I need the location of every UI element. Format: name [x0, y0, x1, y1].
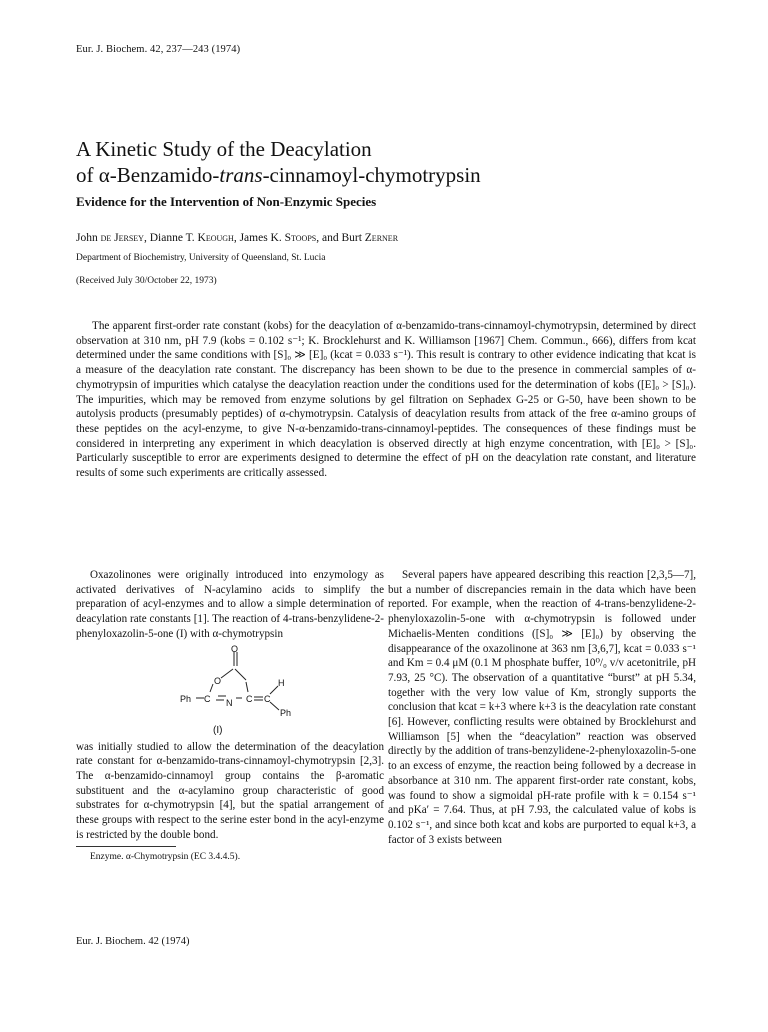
title-line-2-italic: trans	[219, 163, 263, 187]
footnote: Enzyme. α-Chymotrypsin (EC 3.4.4.5).	[90, 852, 241, 863]
author-4-last: Zerner	[364, 232, 399, 244]
atom-c3: C	[264, 693, 271, 704]
title-line-1: A Kinetic Study of the Deacylation	[76, 137, 372, 161]
article-subtitle: Evidence for the Intervention of Non-Enzymic Species	[76, 194, 377, 209]
author-1-first: John	[76, 232, 101, 244]
affiliation: Department of Biochemistry, University of Queensland, St. Lucia	[76, 253, 326, 263]
footnote-divider	[76, 846, 176, 847]
right-column	[388, 568, 696, 847]
author-2-first: , Dianne T.	[143, 232, 198, 244]
article-title	[76, 136, 696, 188]
page-footer: Eur. J. Biochem. 42 (1974)	[76, 936, 190, 947]
atom-o-ring: O	[214, 675, 222, 686]
title-line-2-post: -cinnamoyl-chymotrypsin	[262, 163, 481, 187]
atom-ph-left: Ph	[180, 693, 192, 704]
atom-o-top: O	[231, 643, 239, 654]
oxazolinone-structure-diagram	[146, 644, 316, 724]
left-paragraph-1: Oxazolinones were originally introduced into enzymology as activated derivatives of N-acylamino acids to simplify the preparation of acyl-enzymes and to allow a simple determination of deacylation rate constants [1]. The reaction of 4-trans-benzylidene-2-phenyloxazolin-5-one (I) with α-chymotrypsin	[76, 569, 384, 640]
atom-h: H	[278, 677, 285, 688]
author-2-last: Keough	[197, 232, 234, 244]
author-4-first: , and Burt	[316, 232, 365, 244]
received-date: (Received July 30/October 22, 1973)	[76, 276, 217, 286]
abstract: The apparent first-order rate constant (kobs) for the deacylation of α-benzamido-trans-cinnamoyl-chymotrypsin, determined by direct observation at 310 nm, pH 7.9 (kobs = 0.102 s⁻¹; K. Brocklehurst and K. Williamson [1967] Chem. Commun., 666), differs from kcat determined under the same conditions with [S]₀ ≫ [E]₀ (kcat = 0.033 s⁻¹). This result is contrary to other evidence indicating that kcat is a measure of the deacylation rate constant. The discrepancy has been shown to be due to the presence in commercial samples of α-chymotrypsin of impurities which catalyse the deacylation reaction under the conditions used for the determination of kobs ([E]₀ > [S]₀). The impurities, which may be removed from enzyme solutions by gel filtration on Sephadex G-25 or G-50, have been shown to be autolysis products (presumably peptides) of α-chymotrypsin. Catalysis of deacylation results from attack of the free α-amino groups of these peptides on the acyl-enzyme, to give N-α-benzamido-trans-cinnamoyl-peptides. The consequences of these findings must be considered in interpreting any experiment in which deacylation is observed directly at high enzyme concentration, with [E]₀ > [S]₀. Particularly susceptible to error are experiments designed to determine the effect of pH on the deacylation rate constant, and literature results of some such experiments are critically assessed.	[76, 320, 696, 480]
journal-header: Eur. J. Biochem. 42, 237—243 (1974)	[76, 44, 241, 55]
left-paragraph-2: was initially studied to allow the determination of the deacylation rate constant for α-benzamido-trans-cinnamoyl-chymotrypsin [2,3]. The α-benzamido-cinnamoyl group contains the β-aromatic substituent and the α-acylamino group characteristic of good substrates for α-chymotrypsin [4], but the spatial arrangement of these groups with respect to the serine ester bond in the acyl-enzyme is restricted by the double bond.	[76, 740, 384, 841]
title-line-2-pre: of α-Benzamido-	[76, 163, 220, 187]
author-list	[76, 232, 398, 244]
right-paragraph-1: Several papers have appeared describing this reaction [2,3,5—7], but a number of discrepancies remain in the data which have been reported. For example, when the reaction of 4-trans-benzylidene-2-phenyloxazolin-5-one with α-chymotrypsin is followed under Michaelis-Menten conditions ([S]₀ ≫ [E]₀) by observing the disappearance of the oxazolinone at 363 nm [3,6,7], kcat = 0.033 s⁻¹ and Km = 0.4 μM (0.1 M phosphate buffer, 10⁰/₀ v/v acetonitrile, pH 7.93, 25 °C). The observation of a quantitative “burst” at pH 5.34, together with the very low value of Km, strongly supports the conclusion that kcat = k+3 where k+3 is the deacylation rate constant [6]. However, conflicting results were obtained by Brocklehurst and Williamson [5] when the “deacylation” reaction was observed directly by the addition of trans-benzylidene-2-phenyloxazolin-5-one to an excess of enzyme, the reaction being followed by a decrease in absorbance at 310 nm. The apparent first-order rate constant, kobs, was found to show a sigmoidal pH-rate profile with k = 0.154 s⁻¹ and pKa′ = 7.64. Thus, at pH 7.93, the calculated value of kobs is 0.102 s⁻¹, and since both kcat and kobs are purported to equal k+3, a factor of 3 exists between	[388, 569, 696, 846]
atom-ph-right: Ph	[280, 707, 292, 718]
left-column	[76, 568, 384, 863]
structure-label: (I)	[213, 724, 223, 736]
author-1-last: de Jersey	[100, 232, 144, 244]
atom-n: N	[226, 697, 233, 708]
atom-c2: C	[246, 693, 253, 704]
author-3-first: , James K.	[233, 232, 285, 244]
chemical-structure-figure	[76, 644, 384, 740]
atom-c1: C	[204, 693, 211, 704]
author-3-last: Stoops	[284, 232, 317, 244]
